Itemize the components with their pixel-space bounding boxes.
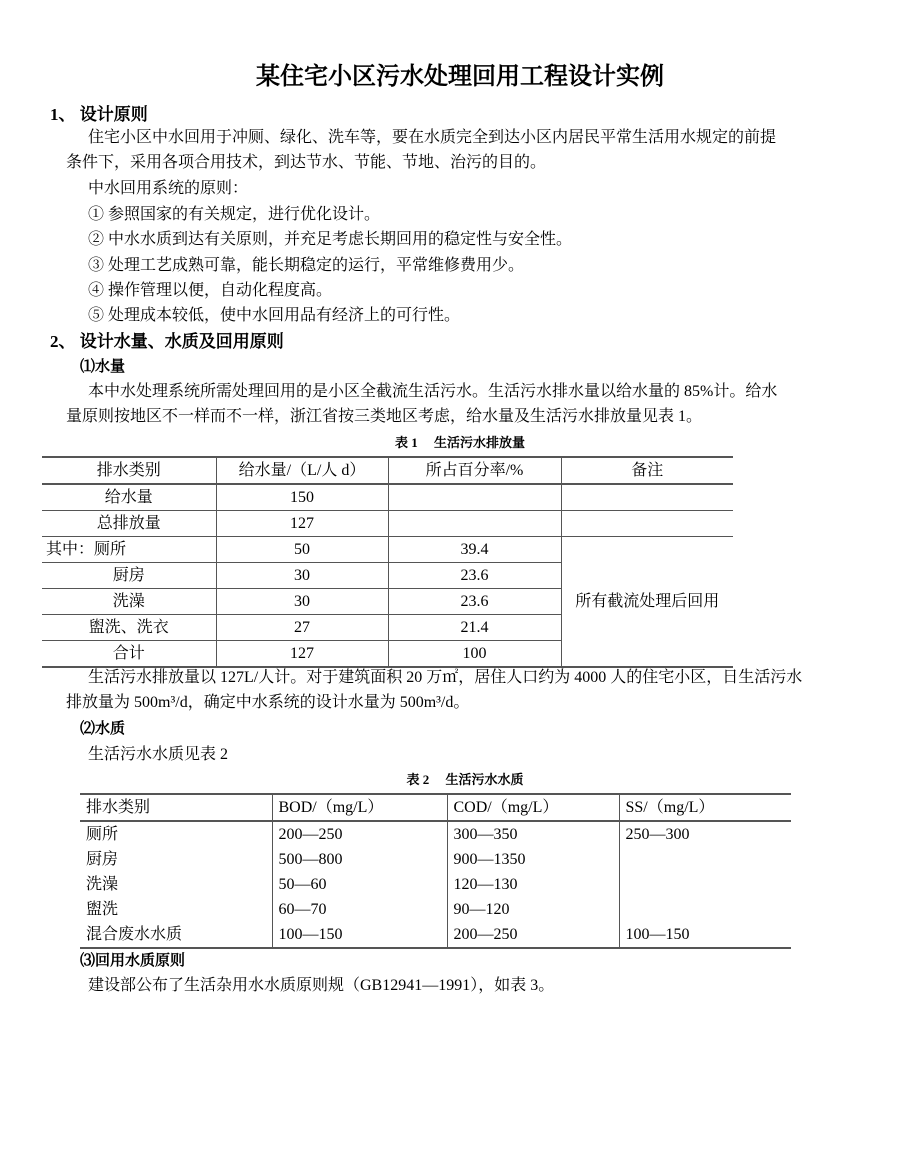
table-row bbox=[80, 847, 791, 872]
subsection-water-quality: ⑵水质 bbox=[80, 721, 126, 737]
table-cell: 混合废水水质 bbox=[86, 925, 183, 943]
table-2-caption: 表 2 生活污水水质 bbox=[406, 772, 524, 787]
table-cell: 127 bbox=[216, 511, 388, 537]
header-cell: 所占百分率/% bbox=[388, 457, 561, 484]
table-cell bbox=[388, 511, 561, 537]
table-cell: 厨房 bbox=[42, 563, 216, 589]
table-cell: 厕所 bbox=[86, 825, 119, 843]
paragraph-line: 住宅小区中水回用于冲厕、绿化、洗车等，要在水质完全到达小区内居民平常生活用水规定的前提 bbox=[88, 129, 777, 146]
table-cell bbox=[619, 872, 791, 897]
table-cell: 厨房 bbox=[86, 850, 119, 868]
table-cell: 250—300 bbox=[619, 821, 791, 847]
principle-item: ④ 操作管理以便，自动化程度高。 bbox=[88, 282, 333, 299]
paragraph-line: 条件下，采用各项合用技术，到达节水、节能、节地、治污的目的。 bbox=[66, 154, 547, 171]
principle-item: ① 参照国家的有关规定，进行优化设计。 bbox=[88, 206, 381, 223]
principle-item: ③ 处理工艺成熟可靠，能长期稳定的运行，平常维修费用少。 bbox=[88, 257, 525, 274]
table-cell: 盥洗、洗衣 bbox=[42, 615, 216, 641]
table-cell bbox=[561, 511, 733, 537]
table-row bbox=[42, 511, 733, 537]
principle-item: ② 中水水质到达有关原则，并充足考虑长期回用的稳定性与安全性。 bbox=[88, 231, 573, 248]
table-1-caption: 表 1 生活污水排放量 bbox=[394, 435, 525, 450]
table-cell: 300—350 bbox=[447, 821, 619, 847]
header-cell: 给水量/（L/人 d） bbox=[216, 457, 388, 484]
table-header-row bbox=[42, 457, 733, 484]
table-cell: 23.6 bbox=[388, 589, 561, 615]
table-cell: 200—250 bbox=[447, 922, 619, 948]
table-row bbox=[80, 922, 791, 948]
principles-intro: 中水回用系统的原则： bbox=[88, 180, 249, 197]
table-cell: 39.4 bbox=[388, 537, 561, 563]
header-cell: SS/（mg/L） bbox=[619, 794, 791, 821]
table-cell: 给水量 bbox=[42, 484, 216, 511]
paragraph-line: 生活污水排放量以 127L/人计。对于建筑面积 20 万㎡，居住人口约为 4000 人的住宅小区，日生活污水 bbox=[88, 669, 803, 686]
table-cell bbox=[619, 847, 791, 872]
table-cell: 27 bbox=[216, 615, 388, 641]
table-2-sewage-quality bbox=[80, 793, 791, 949]
header-cell: 排水类别 bbox=[80, 794, 272, 821]
table-cell: 200—250 bbox=[272, 821, 447, 847]
table-cell: 60—70 bbox=[272, 897, 447, 922]
table-row bbox=[42, 484, 733, 511]
table-cell: 100—150 bbox=[272, 922, 447, 948]
table-cell bbox=[561, 484, 733, 511]
section-2-heading: 2、 设计水量、水质及回用原则 bbox=[50, 332, 284, 351]
subsection-reuse-quality: ⑶回用水质原则 bbox=[80, 953, 186, 969]
table-cell: 总排放量 bbox=[42, 511, 216, 537]
table-cell: 洗澡 bbox=[86, 875, 119, 893]
table-cell: 洗澡 bbox=[42, 589, 216, 615]
table-cell: 30 bbox=[216, 563, 388, 589]
paragraph-line: 本中水处理系统所需处理回用的是小区全截流生活污水。生活污水排水量以给水量的 85%计。给水 bbox=[88, 383, 778, 400]
table-cell bbox=[388, 484, 561, 511]
table-header-row bbox=[80, 794, 791, 821]
merged-note-cell: 所有截流处理后回用 bbox=[561, 537, 733, 668]
paragraph-line: 量原则按地区不一样而不一样，浙江省按三类地区考虑，给水量及生活污水排放量见表 1。 bbox=[66, 408, 703, 425]
header-cell: 备注 bbox=[561, 457, 733, 484]
table-row bbox=[80, 897, 791, 922]
table-row bbox=[80, 821, 791, 847]
document-title: 某住宅小区污水处理回用工程设计实例 bbox=[256, 64, 664, 90]
table-cell bbox=[619, 897, 791, 922]
table-cell: 500—800 bbox=[272, 847, 447, 872]
paragraph-line: 建设部公布了生活杂用水水质原则规（GB12941—1991），如表 3。 bbox=[88, 977, 555, 994]
table-cell: 120—130 bbox=[447, 872, 619, 897]
principle-item: ⑤ 处理成本较低，使中水回用品有经济上的可行性。 bbox=[88, 307, 461, 324]
table-cell: 127 bbox=[216, 641, 388, 668]
table-cell: 100 bbox=[388, 641, 561, 668]
table-cell: 21.4 bbox=[388, 615, 561, 641]
table-1-sewage-discharge bbox=[42, 456, 733, 668]
table-cell: 其中：厕所 bbox=[42, 537, 216, 563]
table-cell: 50 bbox=[216, 537, 388, 563]
table-cell: 900—1350 bbox=[447, 847, 619, 872]
subsection-water-quantity: ⑴水量 bbox=[80, 359, 126, 375]
table-row bbox=[42, 537, 733, 563]
header-cell: 排水类别 bbox=[42, 457, 216, 484]
section-1-heading: 1、 设计原则 bbox=[50, 105, 148, 124]
header-cell: COD/（mg/L） bbox=[447, 794, 619, 821]
header-cell: BOD/（mg/L） bbox=[272, 794, 447, 821]
table-cell: 90—120 bbox=[447, 897, 619, 922]
table-cell: 盥洗 bbox=[86, 900, 119, 918]
table-cell: 合计 bbox=[112, 644, 145, 662]
paragraph-line: 排放量为 500m³/d，确定中水系统的设计水量为 500m³/d。 bbox=[66, 694, 470, 711]
table-cell: 50—60 bbox=[272, 872, 447, 897]
table-cell: 150 bbox=[216, 484, 388, 511]
table-cell: 100—150 bbox=[619, 922, 791, 948]
table-row bbox=[80, 872, 791, 897]
table-cell: 23.6 bbox=[388, 563, 561, 589]
table-cell: 30 bbox=[216, 589, 388, 615]
paragraph-line: 生活污水水质见表 2 bbox=[88, 746, 229, 763]
